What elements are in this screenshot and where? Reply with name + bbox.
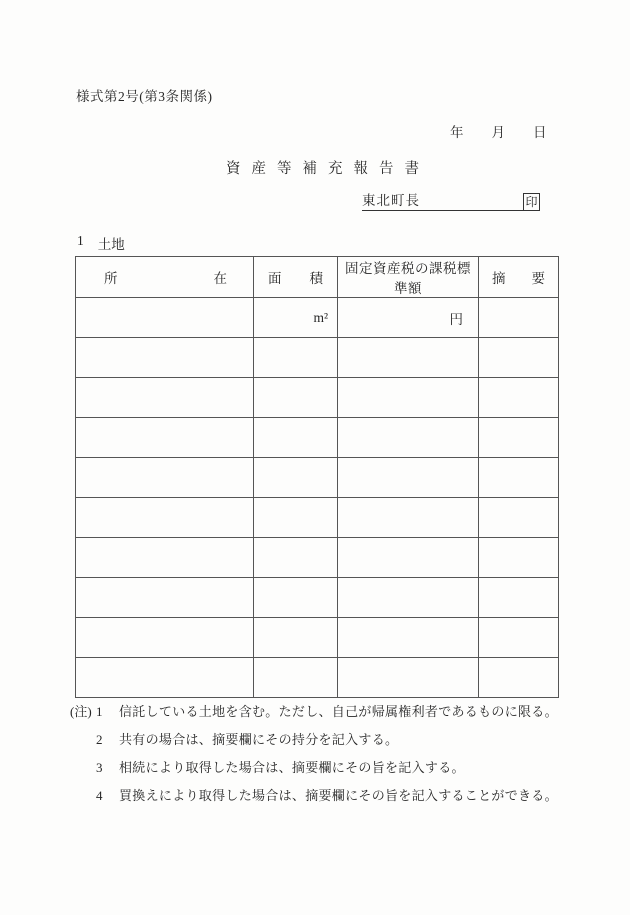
cell-amount (338, 618, 479, 658)
cell-location (76, 578, 254, 618)
table-row (76, 578, 559, 618)
table-row (76, 498, 559, 538)
document-title: 資産等補充報告書 (226, 161, 430, 177)
cell-amount (338, 378, 479, 418)
cell-amount (338, 538, 479, 578)
cell-remarks (479, 578, 559, 618)
cell-area (254, 458, 338, 498)
note-text: 買換えにより取得した場合は、摘要欄にその旨を記入することができる。 (119, 788, 558, 803)
column-header-tax-base: 固定資産税の課税標準額 (338, 257, 479, 298)
cell-remarks (479, 338, 559, 378)
column-header-location: 所 在 (76, 257, 254, 298)
cell-remarks (479, 618, 559, 658)
section-label (77, 233, 125, 253)
table-row (76, 538, 559, 578)
section-title: 土地 (97, 237, 125, 252)
note-item (70, 704, 570, 720)
notes-section (70, 704, 570, 816)
note-number: 2 (96, 732, 103, 747)
cell-amount (338, 458, 479, 498)
note-text: 信託している土地を含む。ただし、自己が帰属権利者であるものに限る。 (119, 704, 558, 719)
cell-remarks (479, 658, 559, 698)
cell-location (76, 618, 254, 658)
cell-amount (338, 418, 479, 458)
table-row (76, 418, 559, 458)
table-row (76, 618, 559, 658)
column-header-remarks: 摘 要 (479, 257, 559, 298)
cell-remarks (479, 298, 559, 338)
note-text: 共有の場合は、摘要欄にその持分を記入する。 (119, 732, 399, 747)
cell-area (254, 578, 338, 618)
cell-location (76, 418, 254, 458)
column-header-area: 面 積 (254, 257, 338, 298)
cell-location (76, 658, 254, 698)
cell-area (254, 658, 338, 698)
table-row (76, 458, 559, 498)
cell-amount (338, 498, 479, 538)
cell-location (76, 498, 254, 538)
cell-location (76, 538, 254, 578)
cell-location (76, 378, 254, 418)
cell-remarks (479, 498, 559, 538)
cell-location (76, 338, 254, 378)
note-item (70, 760, 570, 776)
cell-remarks (479, 378, 559, 418)
cell-area (254, 498, 338, 538)
note-item (70, 788, 570, 804)
addressee-name: 東北町長 (362, 193, 420, 208)
cell-remarks (479, 418, 559, 458)
date-year-label: 年 (450, 125, 464, 140)
cell-amount (338, 578, 479, 618)
cell-area (254, 418, 338, 458)
cell-area (254, 538, 338, 578)
date-day-label: 日 (533, 125, 547, 140)
land-table (75, 256, 559, 698)
cell-amount (338, 338, 479, 378)
cell-remarks (479, 538, 559, 578)
note-prefix: (注) (70, 704, 92, 719)
cell-amount (338, 658, 479, 698)
cell-remarks (479, 458, 559, 498)
date-line (450, 121, 547, 141)
cell-location (76, 458, 254, 498)
form-number: 様式第2号(第3条関係) (76, 89, 213, 104)
cell-amount-unit: 円 (338, 298, 479, 338)
cell-area (254, 378, 338, 418)
addressee-row (362, 192, 540, 211)
note-number: 3 (96, 760, 103, 775)
section-number: 1 (77, 233, 84, 248)
table-row (76, 338, 559, 378)
note-text: 相続により取得した場合は、摘要欄にその旨を記入する。 (119, 760, 465, 775)
table-row (76, 378, 559, 418)
note-number: 1 (96, 704, 103, 719)
table-row (76, 658, 559, 698)
cell-area (254, 618, 338, 658)
cell-area (254, 338, 338, 378)
note-number: 4 (96, 788, 103, 803)
note-item (70, 732, 570, 748)
table-unit-row (76, 298, 559, 338)
cell-location (76, 298, 254, 338)
seal-box: 印 (523, 193, 540, 211)
cell-area-unit: m² (254, 298, 338, 338)
date-month-label: 月 (491, 125, 505, 140)
table-header-row (76, 257, 559, 298)
